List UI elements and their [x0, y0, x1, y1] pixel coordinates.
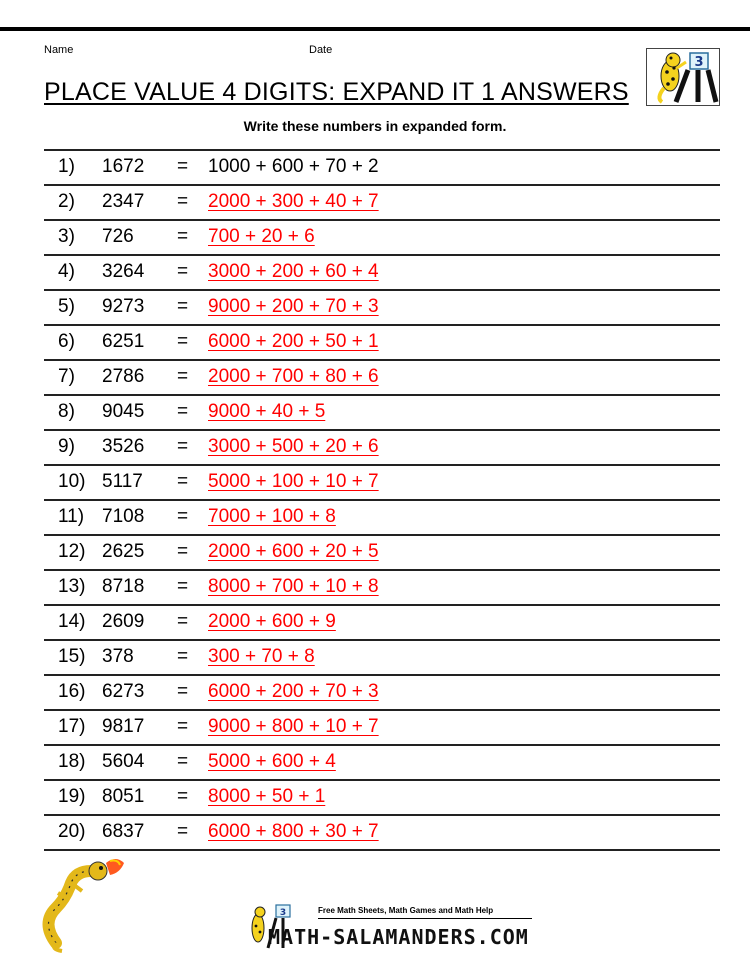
equals-sign: = — [177, 436, 189, 457]
equals-sign: = — [177, 681, 189, 702]
salamander-easel-icon — [646, 48, 720, 106]
equals-sign: = — [177, 506, 189, 527]
question-number: 6) — [58, 331, 75, 352]
question-row — [44, 184, 720, 219]
question-value: 6273 — [102, 681, 145, 702]
question-number: 11) — [58, 506, 85, 527]
question-list — [44, 149, 720, 851]
equals-sign: = — [177, 716, 189, 737]
question-number: 9) — [58, 436, 75, 457]
question-number: 17) — [58, 716, 86, 737]
question-value: 2347 — [102, 191, 145, 212]
question-number: 5) — [58, 296, 75, 317]
answer-text: 3000 + 200 + 60 + 4 — [208, 261, 379, 282]
question-row — [44, 674, 720, 709]
question-value: 3526 — [102, 436, 145, 457]
equals-sign: = — [177, 821, 189, 842]
question-row — [44, 324, 720, 359]
question-value: 2786 — [102, 366, 145, 387]
question-number: 14) — [58, 611, 86, 632]
equals-sign: = — [177, 331, 189, 352]
equals-sign: = — [177, 611, 189, 632]
answer-text: 2000 + 600 + 20 + 5 — [208, 541, 379, 562]
question-row — [44, 569, 720, 604]
top-rule — [0, 27, 750, 31]
question-row — [44, 149, 720, 184]
equals-sign: = — [177, 296, 189, 317]
answer-text: 2000 + 300 + 40 + 7 — [208, 191, 379, 212]
equals-sign: = — [177, 261, 189, 282]
question-number: 19) — [58, 786, 86, 807]
footer-tagline: Free Math Sheets, Math Games and Math Help — [318, 906, 494, 915]
question-row — [44, 499, 720, 534]
question-value: 6251 — [102, 331, 145, 352]
page-title: PLACE VALUE 4 DIGITS: EXPAND IT 1 ANSWERS — [44, 78, 629, 106]
answer-text: 6000 + 200 + 50 + 1 — [208, 331, 379, 352]
question-number: 2) — [58, 191, 75, 212]
question-row — [44, 219, 720, 254]
footer-divider — [318, 918, 532, 919]
equals-sign: = — [177, 751, 189, 772]
question-number: 15) — [58, 646, 86, 667]
answer-text: 9000 + 800 + 10 + 7 — [208, 716, 379, 737]
answer-text: 6000 + 200 + 70 + 3 — [208, 681, 379, 702]
question-value: 5117 — [102, 471, 143, 492]
question-value: 6837 — [102, 821, 145, 842]
question-row — [44, 464, 720, 499]
question-number: 12) — [58, 541, 86, 562]
question-number: 16) — [58, 681, 86, 702]
question-value: 8051 — [102, 786, 145, 807]
answer-text: 9000 + 200 + 70 + 3 — [208, 296, 379, 317]
question-number: 4) — [58, 261, 75, 282]
question-row — [44, 604, 720, 639]
question-row — [44, 394, 720, 429]
question-value: 3264 — [102, 261, 145, 282]
equals-sign: = — [177, 786, 189, 807]
question-value: 2609 — [102, 611, 145, 632]
logo-grade: 3 — [694, 55, 704, 70]
question-row — [44, 814, 720, 851]
footer-site-name: MATH-SALAMANDERS.COM — [268, 925, 529, 949]
answer-text: 7000 + 100 + 8 — [208, 506, 336, 527]
question-row — [44, 639, 720, 674]
question-number: 3) — [58, 226, 75, 247]
question-number: 1) — [58, 156, 75, 177]
answer-text: 2000 + 600 + 9 — [208, 611, 336, 632]
answer-text: 300 + 70 + 8 — [208, 646, 315, 667]
footer-logo-grade: 3 — [279, 908, 287, 918]
question-row — [44, 359, 720, 394]
equals-sign: = — [177, 226, 189, 247]
equals-sign: = — [177, 191, 189, 212]
answer-text: 5000 + 600 + 4 — [208, 751, 336, 772]
answer-text: 700 + 20 + 6 — [208, 226, 315, 247]
date-label: Date — [309, 44, 333, 56]
question-value: 8718 — [102, 576, 145, 597]
question-number: 10) — [58, 471, 86, 492]
question-row — [44, 709, 720, 744]
question-value: 7108 — [102, 506, 145, 527]
example-answer-text: 1000 + 600 + 70 + 2 — [208, 156, 379, 177]
equals-sign: = — [177, 541, 189, 562]
answer-text: 8000 + 50 + 1 — [208, 786, 326, 807]
question-value: 2625 — [102, 541, 145, 562]
answer-text: 8000 + 700 + 10 + 8 — [208, 576, 379, 597]
question-row — [44, 779, 720, 814]
equals-sign: = — [177, 366, 189, 387]
question-number: 8) — [58, 401, 75, 422]
question-row — [44, 289, 720, 324]
question-value: 9817 — [102, 716, 145, 737]
question-number: 7) — [58, 366, 75, 387]
answer-text: 6000 + 800 + 30 + 7 — [208, 821, 379, 842]
question-number: 18) — [58, 751, 86, 772]
equals-sign: = — [177, 576, 189, 597]
name-label: Name — [44, 44, 74, 56]
answer-text: 5000 + 100 + 10 + 7 — [208, 471, 379, 492]
equals-sign: = — [177, 471, 189, 492]
question-value: 1672 — [102, 156, 145, 177]
question-value: 9273 — [102, 296, 145, 317]
answer-text: 9000 + 40 + 5 — [208, 401, 326, 422]
answer-text: 2000 + 700 + 80 + 6 — [208, 366, 379, 387]
equals-sign: = — [177, 646, 189, 667]
instructions: Write these numbers in expanded form. — [243, 118, 507, 134]
question-row — [44, 534, 720, 569]
question-value: 726 — [102, 226, 134, 247]
salamander-icon — [36, 853, 136, 953]
question-number: 13) — [58, 576, 86, 597]
answer-text: 3000 + 500 + 20 + 6 — [208, 436, 379, 457]
question-number: 20) — [58, 821, 86, 842]
question-row — [44, 744, 720, 779]
question-row — [44, 429, 720, 464]
question-value: 5604 — [102, 751, 145, 772]
equals-sign: = — [177, 156, 189, 177]
question-value: 9045 — [102, 401, 145, 422]
equals-sign: = — [177, 401, 189, 422]
question-row — [44, 254, 720, 289]
question-value: 378 — [102, 646, 134, 667]
